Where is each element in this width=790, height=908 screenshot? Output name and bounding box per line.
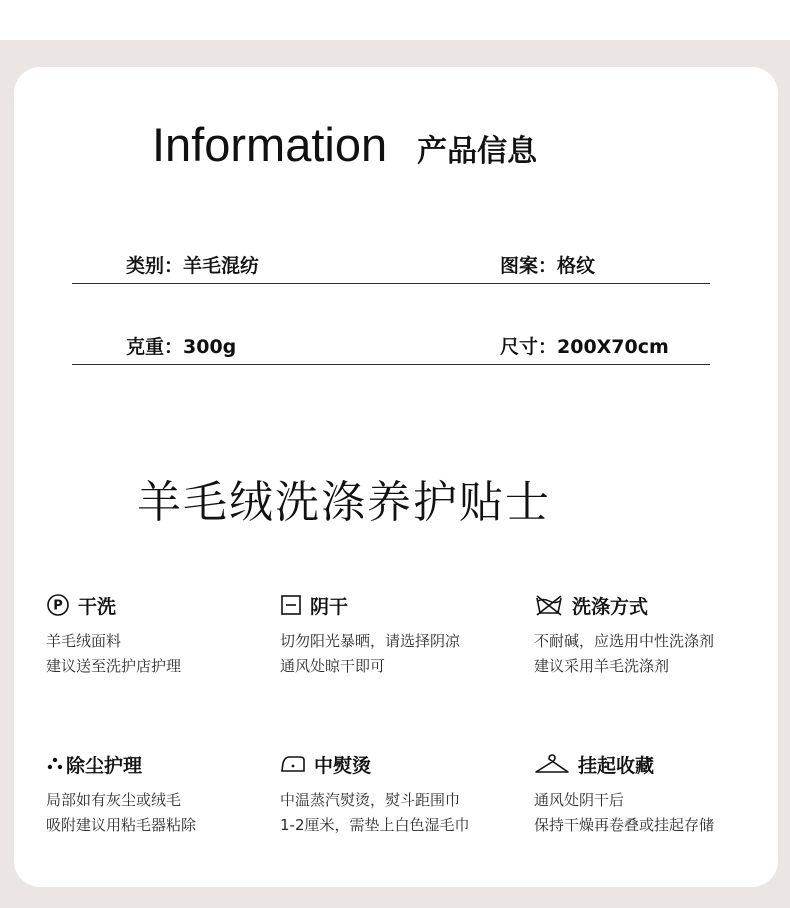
page-title: [152, 117, 652, 177]
dry-clean-p-icon: [46, 593, 70, 617]
care-item-dust-care: [46, 750, 286, 838]
svg-text:P: P: [53, 598, 63, 614]
info-size: 尺寸：200X70cm: [500, 336, 669, 358]
dust-dots-icon: [46, 755, 64, 773]
care-heading: 干洗: [78, 595, 117, 618]
care-heading: 挂起收藏: [578, 754, 655, 777]
care-line: 1-2厘米，需垫上白色湿毛巾: [280, 816, 470, 834]
care-item-shade-dry: [280, 591, 520, 679]
care-line: 中温蒸汽熨烫，熨斗距围巾: [280, 791, 461, 809]
care-heading: 中熨烫: [314, 754, 372, 777]
care-line: 通风处晾干即可: [280, 657, 386, 675]
care-heading: 除尘护理: [66, 754, 143, 777]
title-chinese: 产品信息: [417, 134, 538, 169]
care-line: 吸附建议用粘毛器粘除: [46, 816, 197, 834]
iron-icon: [280, 754, 306, 774]
care-line: 羊毛绒面料: [46, 632, 122, 650]
care-line: 不耐碱，应选用中性洗涤剂: [534, 632, 715, 650]
care-line: 局部如有灰尘或绒毛: [46, 791, 182, 809]
info-pattern: 图案：格纹: [500, 255, 596, 277]
shade-dry-icon: [280, 594, 302, 616]
care-item-ironing: [280, 750, 520, 838]
info-category: 类别：羊毛混纺: [126, 255, 260, 277]
care-heading: 洗涤方式: [572, 595, 649, 618]
hanger-icon: [534, 753, 570, 775]
care-heading: 阴干: [310, 595, 349, 618]
care-line: 建议采用羊毛洗涤剂: [534, 657, 670, 675]
care-item-dry-clean: [46, 591, 286, 679]
care-line: 保持干燥再卷叠或挂起存储: [534, 816, 715, 834]
care-item-hang-storage: [534, 750, 774, 838]
info-row: [72, 243, 710, 284]
no-wash-tub-icon: [534, 593, 564, 617]
care-line: 切勿阳光暴晒，请选择阴凉: [280, 632, 461, 650]
info-weight: 克重：300g: [126, 336, 237, 358]
info-row: [72, 324, 710, 365]
title-english: Information: [152, 118, 388, 171]
care-line: 通风处阴干后: [534, 791, 625, 809]
care-tips-title: 羊毛绒洗涤养护贴士: [137, 477, 551, 528]
care-item-wash-method: [534, 591, 774, 679]
care-line: 建议送至洗护店护理: [46, 657, 182, 675]
